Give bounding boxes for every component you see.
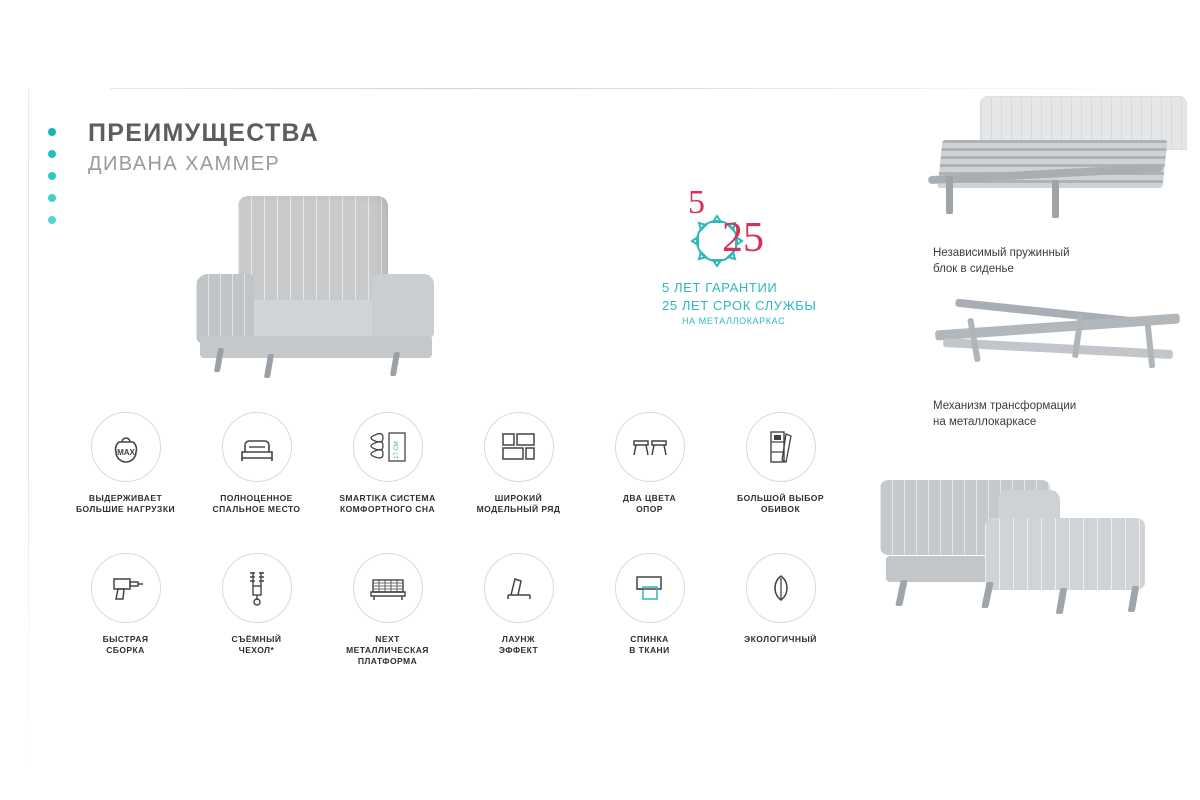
- weight-max-icon: [91, 412, 161, 482]
- page-title-line1: ПРЕИМУЩЕСТВА: [88, 119, 319, 147]
- features-row-1: [60, 412, 880, 515]
- feature-lounge-effect: [453, 553, 584, 667]
- feature-two-leg-colors: [584, 412, 715, 515]
- feature-removable-cover: [191, 553, 322, 667]
- bed-icon: [222, 412, 292, 482]
- metal-platform-icon: [353, 553, 423, 623]
- feature-label: СЪЁМНЫЙ ЧЕХОЛ*: [231, 634, 282, 655]
- zipper-icon: [222, 553, 292, 623]
- feature-label: БЫСТРАЯ СБОРКА: [102, 634, 149, 655]
- guarantee-line1: 5 ЛЕТ ГАРАНТИИ: [662, 280, 778, 295]
- service-years: 25: [722, 215, 764, 261]
- feature-label: СПИНКА В ТКАНИ: [629, 634, 670, 655]
- lounge-effect-icon: [484, 553, 554, 623]
- fabric-swatch-icon: [746, 412, 816, 482]
- feature-upholstery-choice: [715, 412, 846, 515]
- feature-quick-assembly: [60, 553, 191, 667]
- feature-label: ШИРОКИЙ МОДЕЛЬНЫЙ РЯД: [476, 493, 561, 514]
- feature-fabric-back: [584, 553, 715, 667]
- spring-mattress-icon: [353, 412, 423, 482]
- feature-label: ЛАУНЖ ЭФФЕКТ: [498, 634, 539, 655]
- left-divider: [28, 88, 29, 768]
- feature-label: NEXT МЕТАЛЛИЧЕСКАЯ ПЛАТФОРМА: [346, 634, 429, 666]
- svg-text:17 СМ: 17 СМ: [393, 441, 400, 459]
- fabric-back-icon: [615, 553, 685, 623]
- feature-label: ВЫДЕРЖИВАЕТ БОЛЬШИЕ НАГРУЗКИ: [75, 493, 176, 514]
- feature-metal-platform: [322, 553, 453, 667]
- page-title: [88, 118, 319, 177]
- two-color-legs-icon: [615, 412, 685, 482]
- features-grid: [60, 412, 880, 667]
- caption-transformation-mechanism: Механизм трансформации на металлокаркасе: [933, 400, 1077, 428]
- eco-leaf-icon: [746, 553, 816, 623]
- photo-sofa-unfolded: [880, 470, 1180, 640]
- feature-weight-max: [60, 412, 191, 515]
- warranty-years: 5: [688, 184, 705, 221]
- drill-icon: [91, 553, 161, 623]
- decorative-dots: [48, 128, 56, 238]
- guarantee-line2: 25 ЛЕТ СРОК СЛУЖБЫ: [662, 298, 817, 313]
- feature-eco-friendly: [715, 553, 846, 667]
- top-divider: [110, 88, 1160, 89]
- armchair-illustration: [196, 196, 456, 386]
- svg-text:MAX: MAX: [116, 448, 135, 457]
- feature-smartika-sleep-system: [322, 412, 453, 515]
- guarantee-line3: НА МЕТАЛЛОКАРКАС: [682, 316, 786, 326]
- feature-label: SMARTIKA СИСТЕМА КОМФОРТНОГО СНА: [339, 493, 436, 514]
- feature-label: ПОЛНОЦЕННОЕ СПАЛЬНОЕ МЕСТО: [212, 493, 301, 514]
- feature-label: ДВА ЦВЕТА ОПОР: [622, 493, 677, 514]
- feature-wide-model-range: [453, 412, 584, 515]
- feature-label: ЭКОЛОГИЧНЫЙ: [744, 634, 817, 644]
- photo-transformation-mechanism: [925, 300, 1190, 390]
- feature-label: БОЛЬШОЙ ВЫБОР ОБИВОК: [737, 493, 824, 514]
- caption-spring-block: Независимый пружинный блок в сиденье: [933, 247, 1070, 275]
- page-title-line2: ДИВАНА ХАММЕР: [88, 153, 281, 175]
- feature-full-sleeping-place: [191, 412, 322, 515]
- features-row-2: [60, 553, 880, 667]
- photo-spring-block: [920, 96, 1185, 226]
- modular-layout-icon: [484, 412, 554, 482]
